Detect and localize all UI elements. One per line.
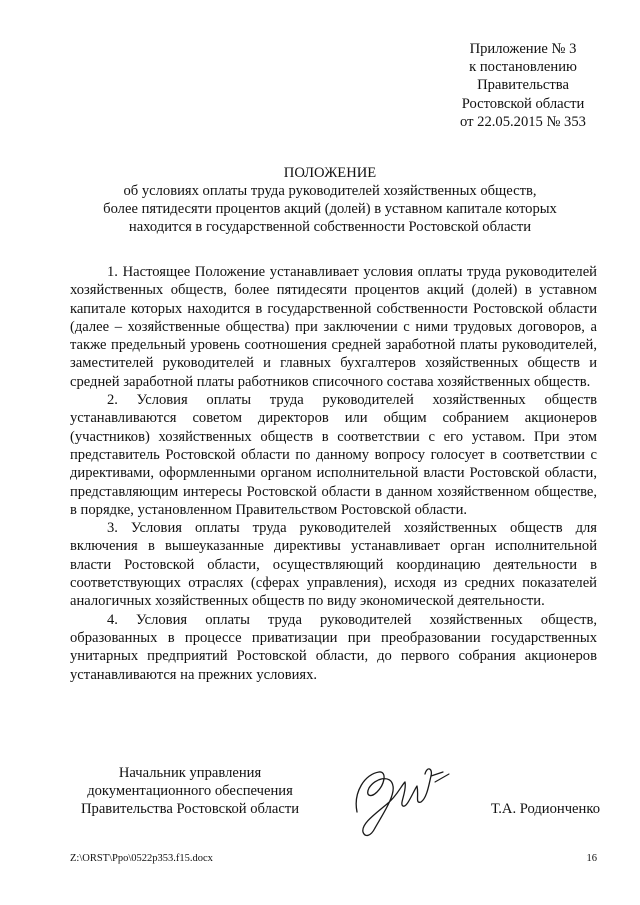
title-subtitle-line-2: более пятидесяти процентов акций (долей) в уставном капитале которых — [103, 201, 557, 217]
header-line-5: от 22.05.2015 № 353 — [460, 113, 586, 130]
signer-position-line-3: Правительства Ростовской области — [80, 801, 300, 818]
title-heading: ПОЛОЖЕНИЕ — [283, 165, 377, 181]
document-body — [70, 263, 597, 684]
attachment-header — [428, 40, 618, 131]
paragraph-4: 4. Условия оплаты труда руководителей хозяйственных обществ, образованных в процессе приватизации при преобразовании государственных унитарных предприятий Ростовской области, до первого собрания акционеров устанавливаются на прежних условиях. — [70, 611, 597, 683]
paragraph-1: 1. Настоящее Положение устанавливает условия оплаты труда руководителей хозяйственных обществ, более пятидесяти процентов акций (долей) в уставном капитале которых находится в государственной собственности Ростовской области (далее – хозяйственные общества) при заключении с ними трудовых договоров, а также предельный уровень соотношения средней заработной платы руководителей, заместителей руководителей и главных бухгалтеров хозяйственных обществ и средней заработной платы работников списочного состава хозяйственных обществ. — [70, 264, 597, 390]
header-line-4: Ростовской области — [461, 95, 585, 112]
handwritten-signature — [335, 752, 455, 842]
paragraph-2: 2. Условия оплаты труда руководителей хозяйственных обществ устанавливаются советом директоров или общим собранием акционеров (участников) хозяйственных обществ в соответствии с его уставом. При этом представитель Ростовской области по данному вопросу голосует в соответствии с директивами, оформленными органом исполнительной власти Ростовской области, представляющим интересы Ростовской области в данном хозяйственном обществе, в порядке, установленном Правительством Ростовской области. — [70, 392, 597, 518]
header-line-2: к постановлению — [469, 59, 577, 76]
signer-name: Т.А. Родионченко — [490, 801, 600, 817]
footer-file-path: Z:\ORST\Ppo\0522p353.f15.docx — [70, 853, 213, 864]
signer-position — [70, 764, 310, 819]
signer-position-line-2: документационного обеспечения — [87, 783, 293, 800]
signer-position-line-1: Начальник управления — [118, 765, 262, 781]
title-subtitle-line-1: об условиях оплаты труда руководителей хозяйственных обществ, — [123, 183, 537, 199]
document-title — [60, 164, 600, 236]
header-line-1: Приложение № 3 — [469, 41, 577, 57]
title-subtitle-line-3: находится в государственной собственности Ростовской области — [128, 219, 532, 235]
footer-page-number: 16 — [586, 853, 597, 864]
header-line-3: Правительства — [477, 77, 569, 94]
paragraph-3: 3. Условия оплаты труда руководителей хозяйственных обществ для включения в вышеуказанные директивы устанавливает орган исполнительной власти Ростовской области, осуществляющий координацию деятельности в соответствующих отраслях (сферах управления), исходя из средних показателей аналогичных хозяйственных обществ по виду экономической деятельности. — [70, 520, 597, 610]
